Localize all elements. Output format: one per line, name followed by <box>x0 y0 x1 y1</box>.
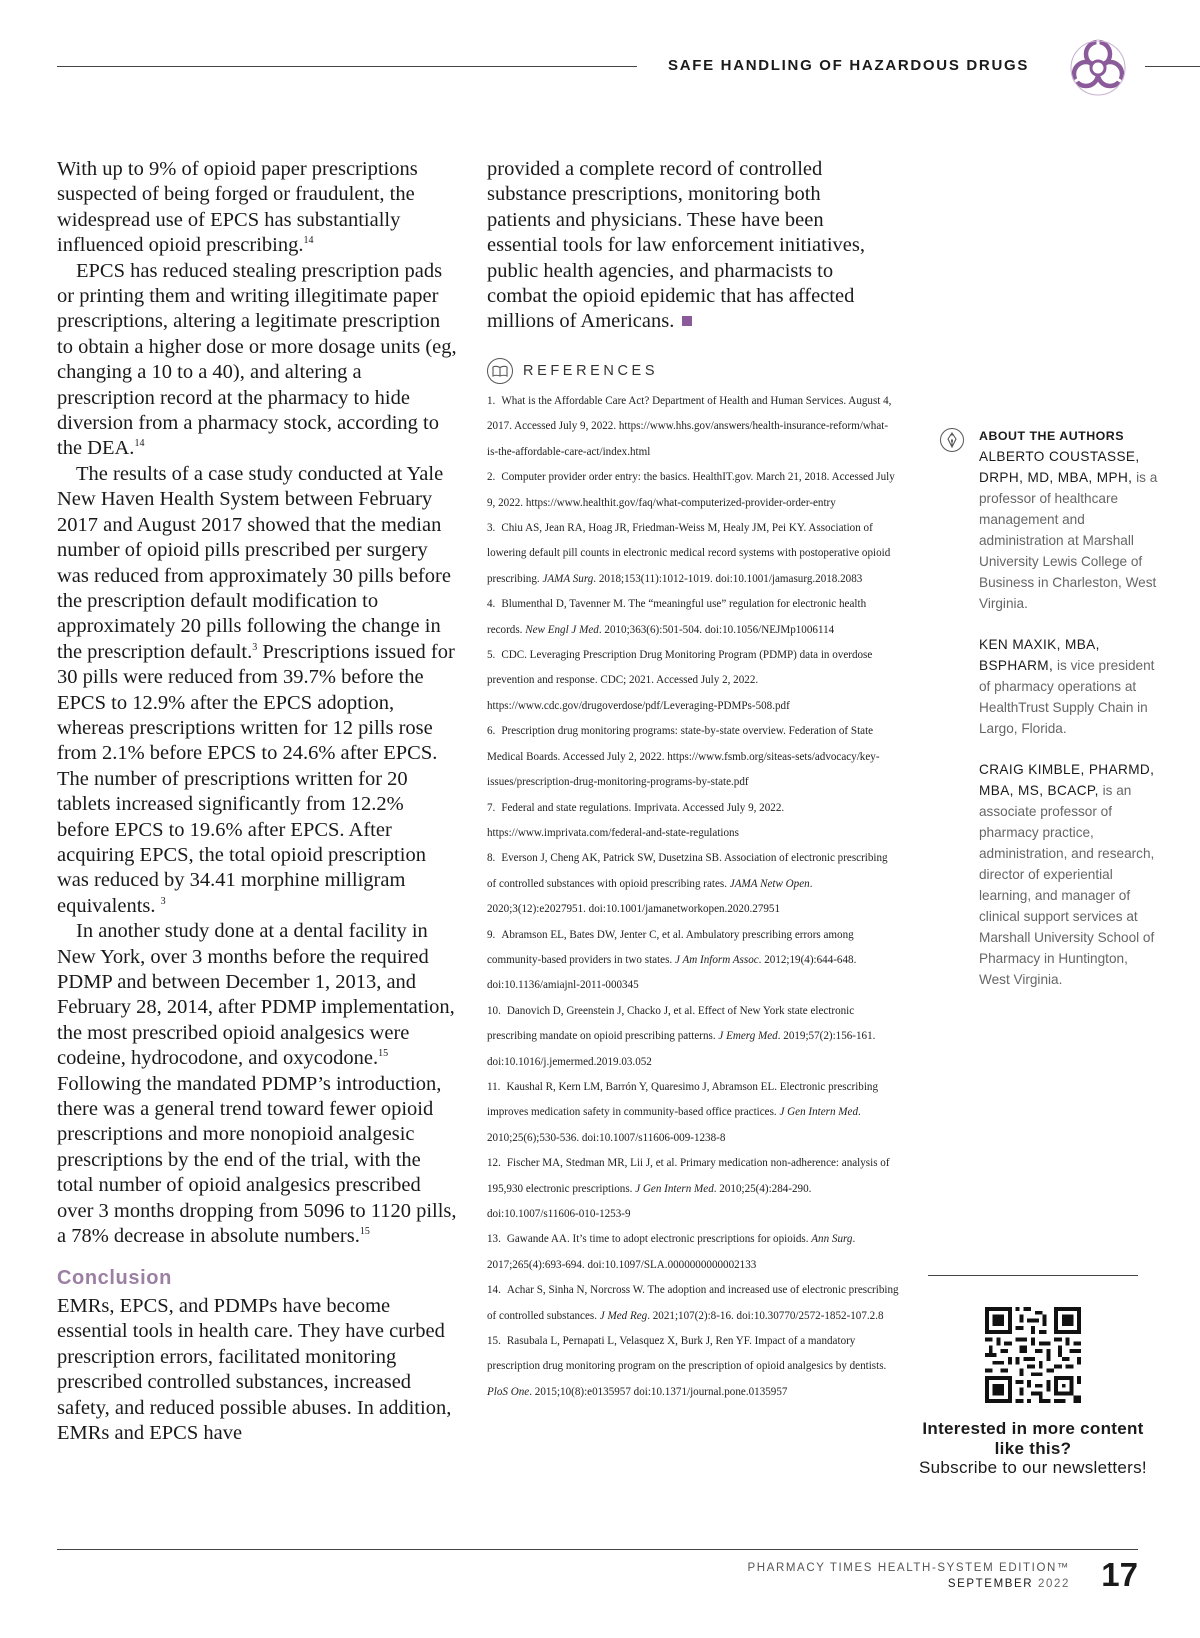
promo-subtext: Subscribe to our newsletters! <box>919 1458 1147 1477</box>
reference-item: 11. Kaushal R, Kern LM, Barrón Y, Quaresimo J, Abramson EL. Electronic prescribing improves medication safety in community-based office practices. J Gen Intern Med. 2010;25(6);530-536. doi:10.1007/s11606-009-1238-8 <box>487 1080 879 1144</box>
paragraph: The results of a case study conducted at Yale New Haven Health System between February 2017 and August 2017 showed that the median number of opioid pills prescribed per surgery was reduced from approximately 30 pills before the prescription default modification to approximately 20 pills following the change in the prescription default.$^3$ Prescriptions issued for 30 pills were reduced from 39.7% before the EPCS to 12.9% after the EPCS adoption, whereas prescriptions written for 12 pills rose from 2.1% before EPCS to 24.6% after EPCS. The number of prescriptions written for 20 tablets increased significantly from 12.2% before EPCS to 19.6% after EPCS. After acquiring EPCS, the total opioid prescription was reduced by 34.41 morphine milligram equivalents. $^3$ <box>57 462 455 917</box>
article-column-1 <box>57 157 459 1446</box>
page-number: 17 <box>1101 1556 1138 1593</box>
author-name: KEN MAXIK, MBA, BSPHARM, <box>979 637 1100 673</box>
end-mark-icon <box>682 316 692 326</box>
references-title: REFERENCES <box>523 363 659 379</box>
footer-rule <box>57 1549 1138 1550</box>
reference-item: 2. Computer provider order entry: the basics. HealthIT.gov. March 21, 2018. Accessed July 9, 2022. https://www.healthit.gov/faq/what-computerized-provider-order-entry <box>487 471 895 509</box>
citation: 14 <box>303 235 314 247</box>
header-rule-right <box>1145 66 1200 67</box>
book-icon <box>487 358 513 384</box>
citation: 3 <box>252 641 258 653</box>
promo-heading: Interested in more content like this? <box>922 1419 1144 1458</box>
conclusion-paragraph: EMRs, EPCS, and PDMPs have become essential tools in health care. They have curbed prescription errors, facilitated monitoring prescribed controlled substances, increased safety, and reduced possible abuses. In addition, EMRs and EPCS have <box>57 1294 452 1444</box>
reference-item: 8. Everson J, Cheng AK, Patrick SW, Dusetzina SB. Association of electronic prescribing of controlled substances with opioid prescribing rates. JAMA Netw Open. 2020;3(12):e2027951. doi:10.1001/jamanetworkopen.2020.27951 <box>487 852 888 916</box>
reference-item: 3. Chiu AS, Jean RA, Hoag JR, Friedman-Weiss M, Healy JM, Pei KY. Association of lowering default pill counts in electronic medical record systems with postoperative opioid prescribing. JAMA Surg. 2018;153(11):1012-1019. doi:10.1001/jamasurg.2018.2083 <box>487 522 891 585</box>
paragraph: In another study done at a dental facility in New York, over 3 months before the required PDMP and between December 1, 2013, and February 28, 2014, after PDMP implementation, the most prescribed opioid analgesics were codeine, hydrocodone, and oxycodone.$^{15}$ Following the mandated PDMP’s introduction, there was a general trend toward fewer opioid prescriptions and more nonopioid analgesic prescriptions by the end of the trial, with the total number of opioid analgesics prescribed over 3 months dropping from 5096 to 1120 pills, a 78% decrease in absolute numbers.$^{15}$ <box>57 920 457 1248</box>
reference-item: 10. Danovich D, Greenstein J, Chacko J, et al. Effect of New York state electronic prescribing mandate on opioid prescribing patterns. J Emerg Med. 2019;57(2):156-161. doi:10.1016/j.jemermed.2019.03.052 <box>487 1004 876 1068</box>
biohazard-icon <box>1068 38 1128 98</box>
pen-nib-icon <box>940 428 964 452</box>
references-header <box>487 358 658 384</box>
author-name: CRAIG KIMBLE, PHARMD, MBA, MS, BCACP, <box>979 762 1155 798</box>
reference-item: 12. Fischer MA, Stedman MR, Lii J, et al. Primary medication non-adherence: analysis of 195,930 electronic prescriptions. J Gen Intern Med. 2010;25(4):284-290. doi:10.1007/s11606-010-1253-9 <box>487 1157 890 1220</box>
newsletter-promo[interactable] <box>918 1419 1148 1478</box>
reference-item: 5. CDC. Leveraging Prescription Drug Monitoring Program (PDMP) data in overdose prevention and response. CDC; 2021. Accessed July 2, 2022. https://www.cdc.gov/drugoverdose/pdf/Leveraging-PDMPs-508.pdf <box>487 649 873 712</box>
references-list <box>487 389 899 1405</box>
reference-item: 13. Gawande AA. It’s time to adopt electronic prescriptions for opioids. Ann Surg. 2017;265(4):693-694. doi:10.1097/SLA.0000000000002133 <box>487 1233 856 1271</box>
about-authors-title: ABOUT THE AUTHORS <box>979 429 1125 443</box>
reference-item: 7. Federal and state regulations. Imprivata. Accessed July 9, 2022. https://www.imprivata.com/federal-and-state-regulations <box>487 801 785 839</box>
section-title: SAFE HANDLING OF HAZARDOUS DRUGS <box>668 57 1030 74</box>
reference-item: 15. Rasubala L, Pernapati L, Velasquez X, Burk J, Ren YF. Impact of a mandatory prescription drug monitoring program on the prescription of opioid analgesics by dentists. PloS One. 2015;10(8):e0135957 doi:10.1371/journal.pone.0135957 <box>487 1335 887 1398</box>
reference-item: 4. Blumenthal D, Tavenner M. The “meaningful use” regulation for electronic health records. New Engl J Med. 2010;363(6):501-504. doi:10.1056/NEJMp1006114 <box>487 598 867 636</box>
header-rule-left <box>57 66 637 67</box>
reference-item: 14. Achar S, Sinha N, Norcross W. The adoption and increased use of electronic prescribing of controlled substances. J Med Reg. 2021;107(2):8-16. doi:10.30770/2572-1852-107.2.8 <box>487 1284 899 1322</box>
author-bio: KEN MAXIK, MBA, BSPHARM, is vice president of pharmacy operations at HealthTrust Supply Chain in Largo, Florida. <box>979 637 1155 736</box>
issue-date: SEPTEMBER 2022 <box>947 1578 1070 1590</box>
citation: 14 <box>134 438 145 450</box>
reference-item: 6. Prescription drug monitoring programs: state-by-state overview. Federation of State Medical Boards. Accessed July 2, 2022. https://www.fsmb.org/siteas-sets/advocacy/key-issues/prescription-drug-monitoring-programs-by-state.pdf <box>487 725 880 789</box>
paragraph: With up to 9% of opioid paper prescriptions suspected of being forged or fraudulent, the widespread use of EPCS has substantially influenced opioid prescribing.$^{14}$ <box>57 158 418 257</box>
paragraph: EPCS has reduced stealing prescription pads or printing them and writing illegitimate paper prescriptions, altering a legitimate prescription to obtain a higher dose or more dosage units (eg, changing a 10 to a 40), and altering a prescription record at the pharmacy to hide diversion from a pharmacy stock, according to the DEA.$^{14}$ <box>57 259 457 460</box>
reference-item: 1. What is the Affordable Care Act? Department of Health and Human Services. August 4, 2017. Accessed July 9, 2022. https://www.hhs.gov/answers/health-insurance-reform/what-is-the-affordable-care-act/index.html <box>487 395 892 458</box>
citation: 15 <box>378 1048 389 1060</box>
sidebar-divider <box>928 1275 1138 1276</box>
author-name: ALBERTO COUSTASSE, DRPH, MD, MBA, MPH, <box>979 449 1140 485</box>
publication-name: PHARMACY TIMES HEALTH-SYSTEM EDITION™ <box>747 1562 1070 1574</box>
citation: 3 <box>160 895 166 907</box>
article-column-2 <box>487 157 887 335</box>
author-bios <box>979 446 1159 1010</box>
citation: 15 <box>359 1226 370 1238</box>
qr-code-icon[interactable] <box>985 1307 1081 1403</box>
author-bio: ALBERTO COUSTASSE, DRPH, MD, MBA, MPH, is a professor of healthcare management and administration at Marshall University Lewis College of Business in Charleston, West Virginia. <box>979 449 1158 611</box>
paragraph: provided a complete record of controlled substance prescriptions, monitoring both patients and physicians. These have been essential tools for law enforcement initiatives, public health agencies, and pharmacists to combat the opioid epidemic that has affected millions of Americans. <box>487 158 865 333</box>
author-bio: CRAIG KIMBLE, PHARMD, MBA, MS, BCACP, is an associate professor of pharmacy practice, administration, and research, director of experiential learning, and manager of clinical support services at Marshall University School of Pharmacy in Huntington, West Virginia. <box>979 762 1155 987</box>
reference-item: 9. Abramson EL, Bates DW, Jenter C, et al. Ambulatory prescribing errors among community-based providers in two states. J Am Inform Assoc. 2012;19(4):644-648. doi:10.1136/amiajnl-2011-000345 <box>487 928 857 992</box>
conclusion-heading: Conclusion <box>57 1267 172 1290</box>
